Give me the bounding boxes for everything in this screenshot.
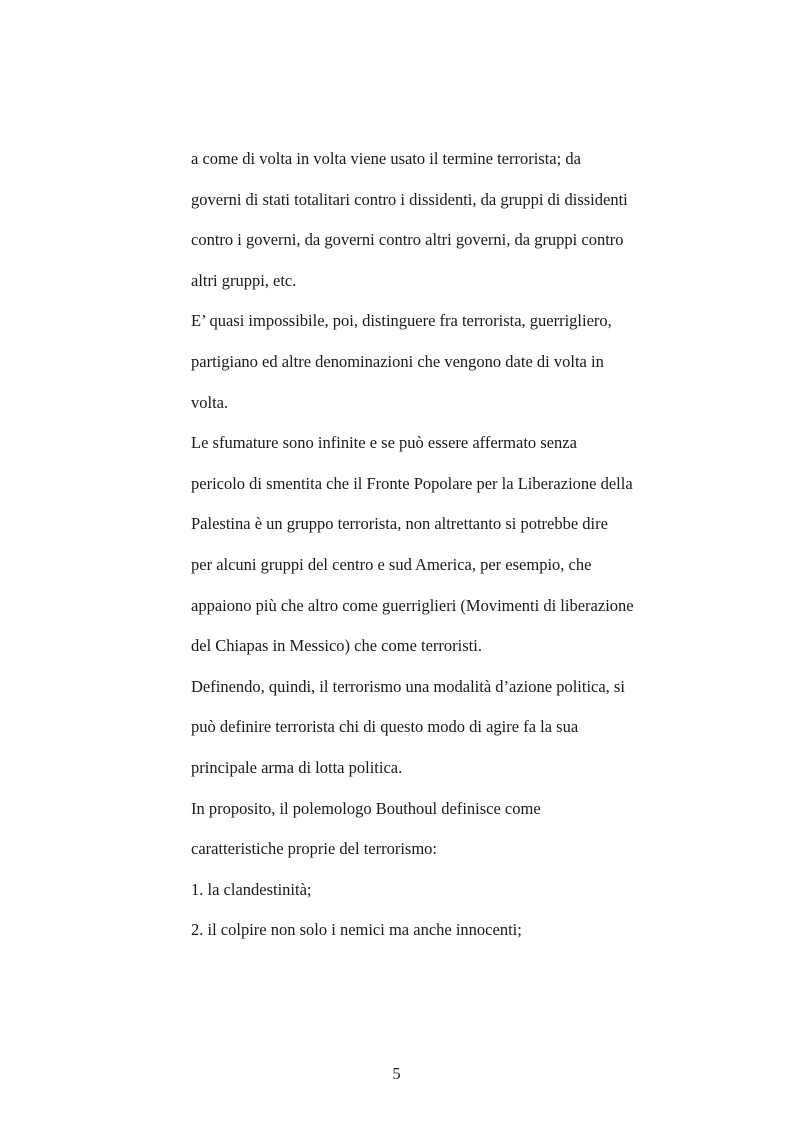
text-line: E’ quasi impossibile, poi, distinguere fra terrorista, guerrigliero, xyxy=(191,311,612,331)
text-line: può definire terrorista chi di questo modo di agire fa la sua xyxy=(191,717,579,737)
text-line: partigiano ed altre denominazioni che vengono date di volta in xyxy=(191,351,604,371)
text-line: Palestina è un gruppo terrorista, non altrettanto si potrebbe dire xyxy=(191,514,608,534)
text-line: contro i governi, da governi contro altri governi, da gruppi contro xyxy=(191,230,624,250)
text-line: a come di volta in volta viene usato il termine terrorista; da xyxy=(191,149,581,168)
text-line: pericolo di smentita che il Fronte Popolare per la Liberazione della xyxy=(191,473,633,493)
text-line: Definendo, quindi, il terrorismo una modalità d’azione politica, si xyxy=(191,676,625,696)
text-line: volta. xyxy=(191,392,229,412)
list-item: 2. il colpire non solo i nemici ma anche innocenti; xyxy=(191,920,522,940)
text-line: In proposito, il polemologo Bouthoul definisce come xyxy=(191,798,541,818)
text-line: governi di stati totalitari contro i dissidenti, da gruppi di dissidenti xyxy=(191,189,628,209)
body-text xyxy=(191,139,681,951)
text-line: appaiono più che altro come guerriglieri (Movimenti di liberazione xyxy=(191,595,634,615)
text-line: altri gruppi, etc. xyxy=(191,270,297,290)
text-line: del Chiapas in Messico) che come terroristi. xyxy=(191,636,482,656)
text-line: per alcuni gruppi del centro e sud America, per esempio, che xyxy=(191,554,592,574)
text-line: principale arma di lotta politica. xyxy=(191,757,403,777)
list-item: 1. la clandestinità; xyxy=(191,879,312,899)
page-number: 5 xyxy=(392,1064,401,1083)
text-line: Le sfumature sono infinite e se può essere affermato senza xyxy=(191,433,577,453)
text-line: caratteristiche proprie del terrorismo: xyxy=(191,839,438,859)
